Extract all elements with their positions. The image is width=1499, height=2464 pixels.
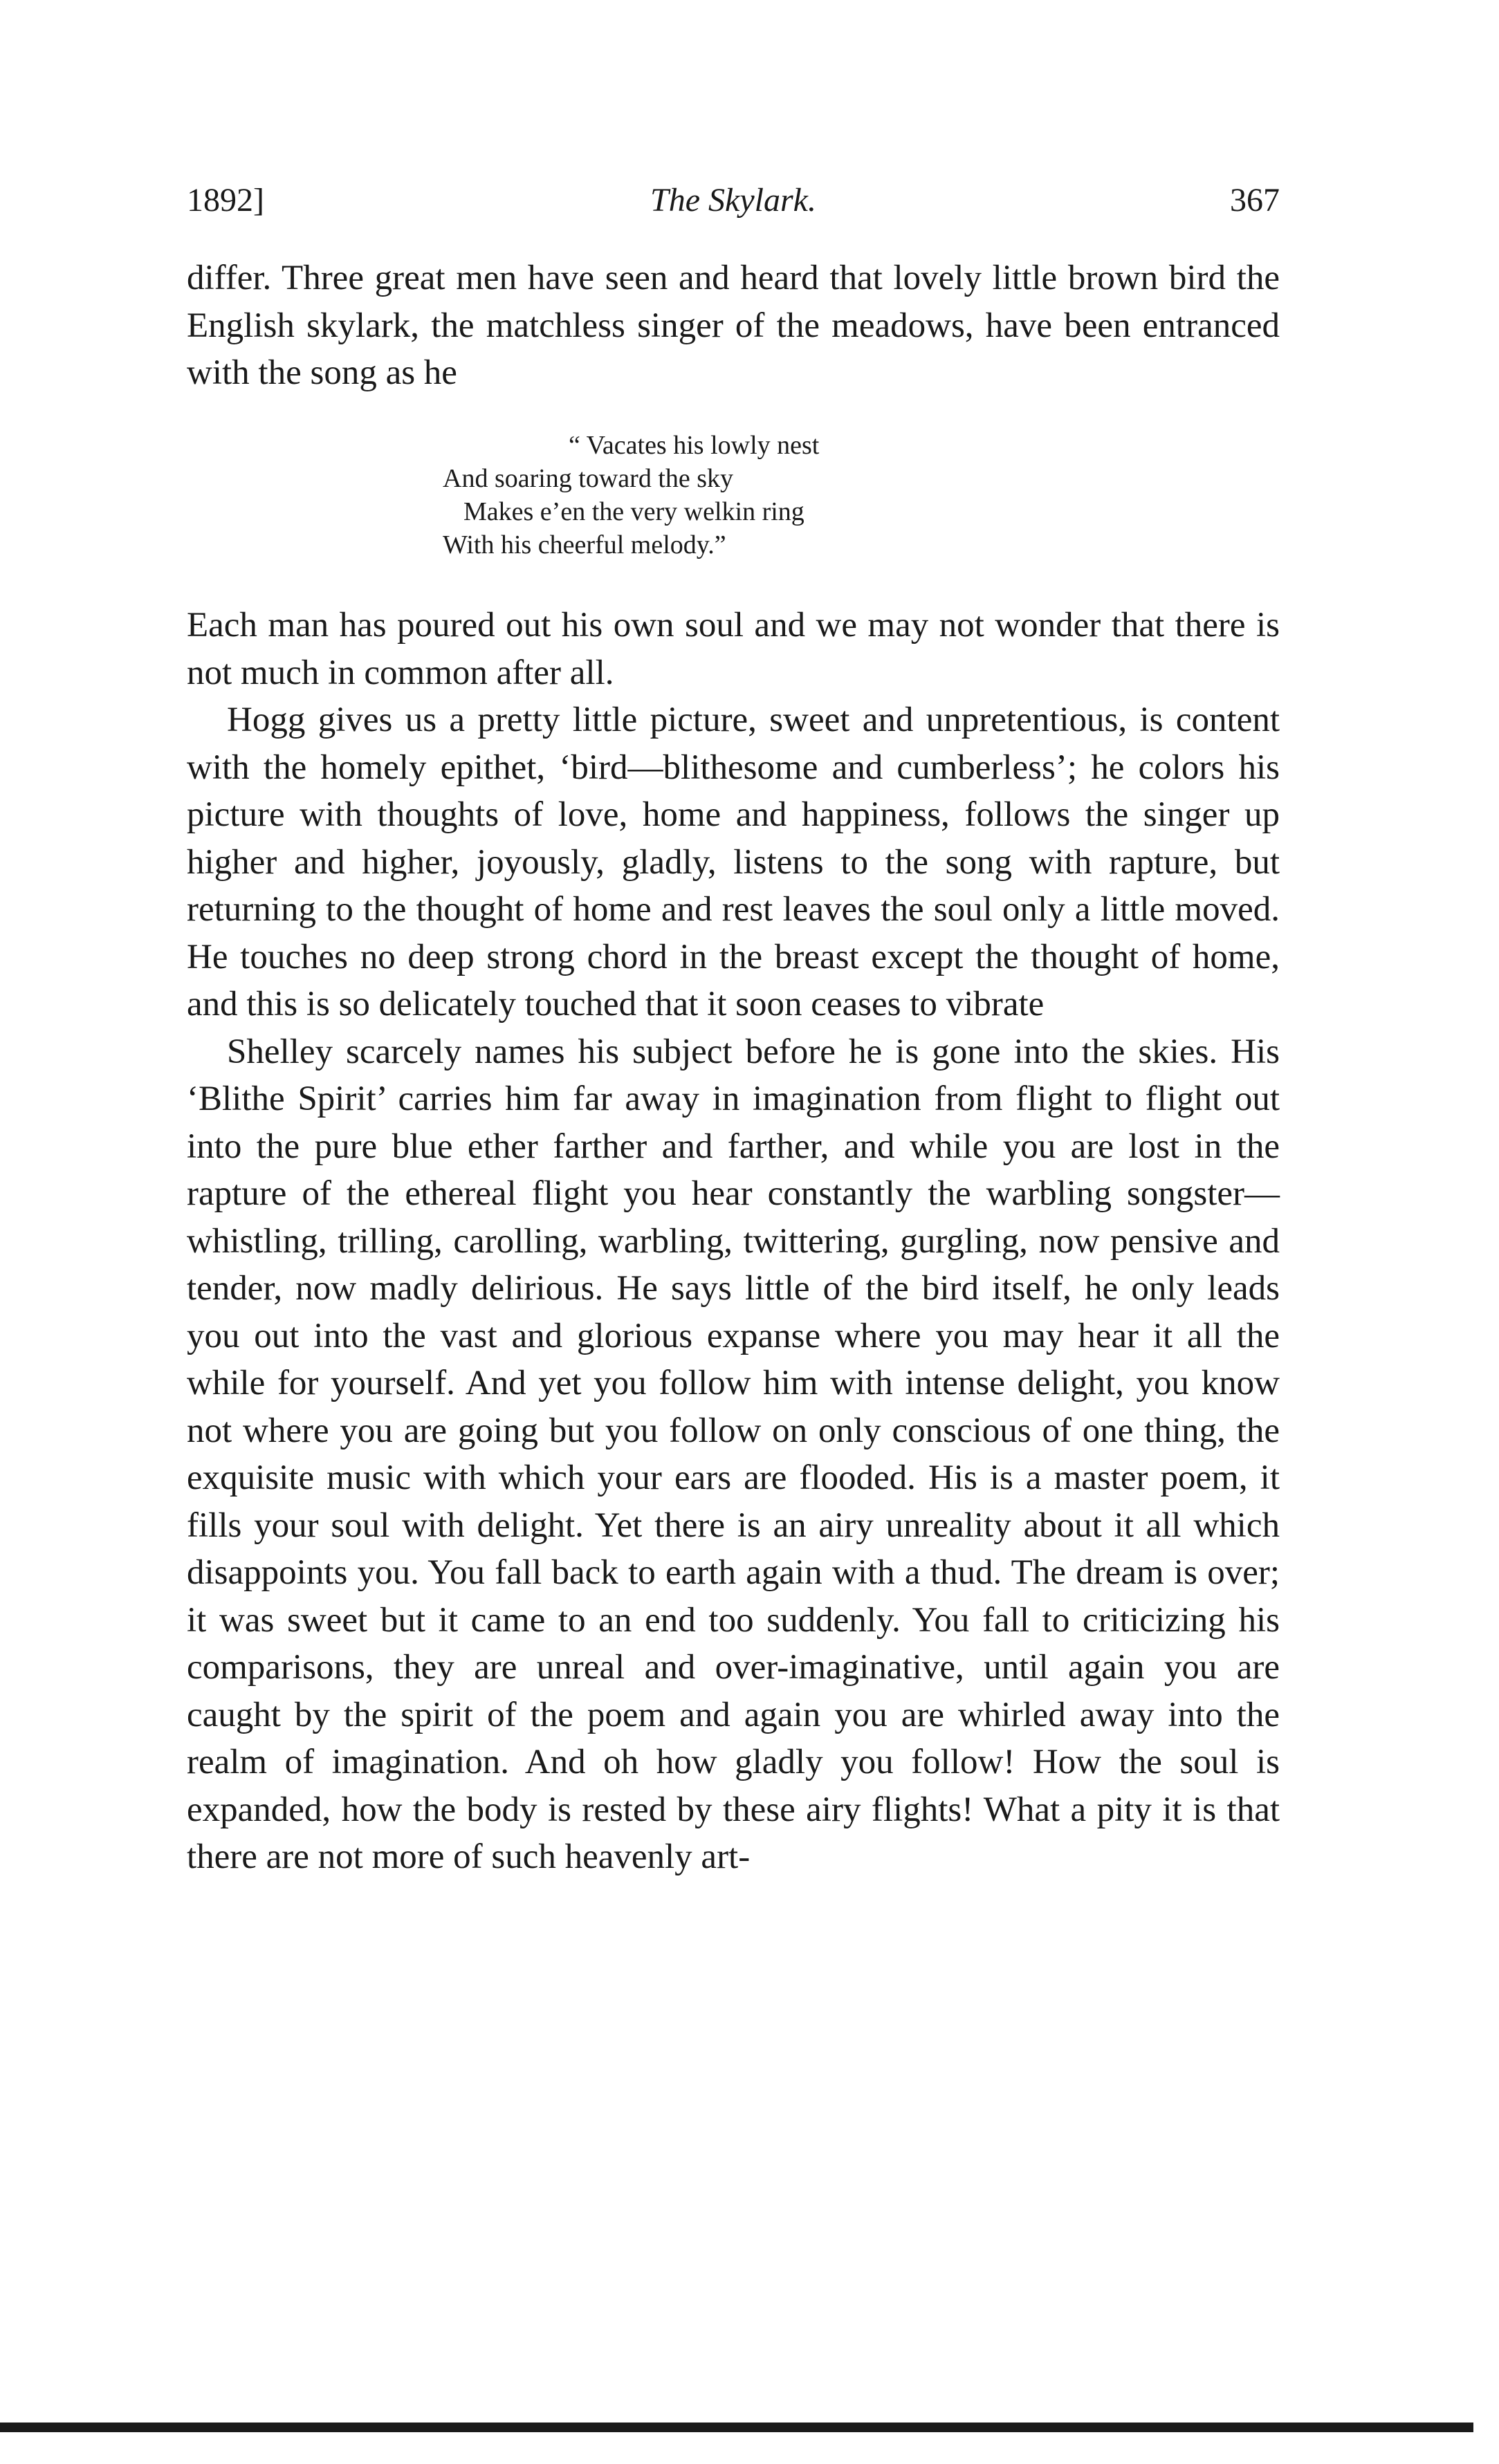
opening-paragraph-block xyxy=(187,254,1280,397)
bottom-rule xyxy=(0,2423,1473,2432)
paragraph-each-man: Each man has poured out his own soul and we may not wonder that there is not much in common after all. xyxy=(187,606,1280,692)
opening-paragraph: differ. Three great men have seen and heard that lovely little brown bird the English skylark, the matchless singer of the meadows, have been entranced with the song as he xyxy=(187,259,1280,392)
paragraph-hogg: Hogg gives us a pretty little picture, sweet and unpretentious, is content with the homely epithet, ‘bird—blithesome and cumberless’; he colors his picture with thoughts of love, home and happiness, follows the singer up higher and higher, joyously, gladly, listens to the song with rapture, but returning to the thought of home and rest leaves the soul only a little moved. He touches no deep strong chord in the breast except the thought of home, and this is so delicately touched that it soon ceases to vibrate xyxy=(187,701,1280,1023)
paragraph-shelley: Shelley scarcely names his subject before he is gone into the skies. His ‘Blithe Spirit’ carries him far away in imagination from flight to flight out into the pure blue ether farther and farther, and while you are lost in the rapture of the ethereal flight you hear constantly the warbling songster—whistling, trilling, carolling, warbling, twittering, gurgling, now pensive and tender, now madly delirious. He says little of the bird itself, he only leads you out into the vast and glorious expanse where you may hear it all the while for yourself. And yet you follow him with intense delight, you know not where you are going but you follow on only conscious of one thing, the exquisite music with which your ears are flooded. His is a master poem, it fills your soul with delight. Yet there is an airy unreality about it all which disappoints you. You fall back to earth again with a thud. The dream is over; it was sweet but it came to an end too suddenly. You fall to criticizing his comparisons, they are unreal and over-imaginative, until again you are caught by the spirit of the poem and again you are whirled away into the realm of imagination. And oh how gladly you follow! How the soul is expanded, how the body is rested by these airy flights! What a pity it is that there are not more of such heavenly art- xyxy=(187,1032,1280,1876)
poem-line: “ Vacates his lowly nest xyxy=(569,431,820,460)
poem-line: And soaring toward the sky xyxy=(443,464,734,493)
header-year: 1892] xyxy=(187,182,264,219)
header-title: The Skylark. xyxy=(650,182,816,219)
poem-line: With his cheerful melody.” xyxy=(443,530,726,559)
poem-line: Makes e’en the very welkin ring xyxy=(463,497,804,526)
main-text-block xyxy=(187,602,1280,1881)
page-number: 367 xyxy=(1230,182,1280,219)
running-header xyxy=(187,181,1280,230)
poem-quote xyxy=(443,429,819,562)
